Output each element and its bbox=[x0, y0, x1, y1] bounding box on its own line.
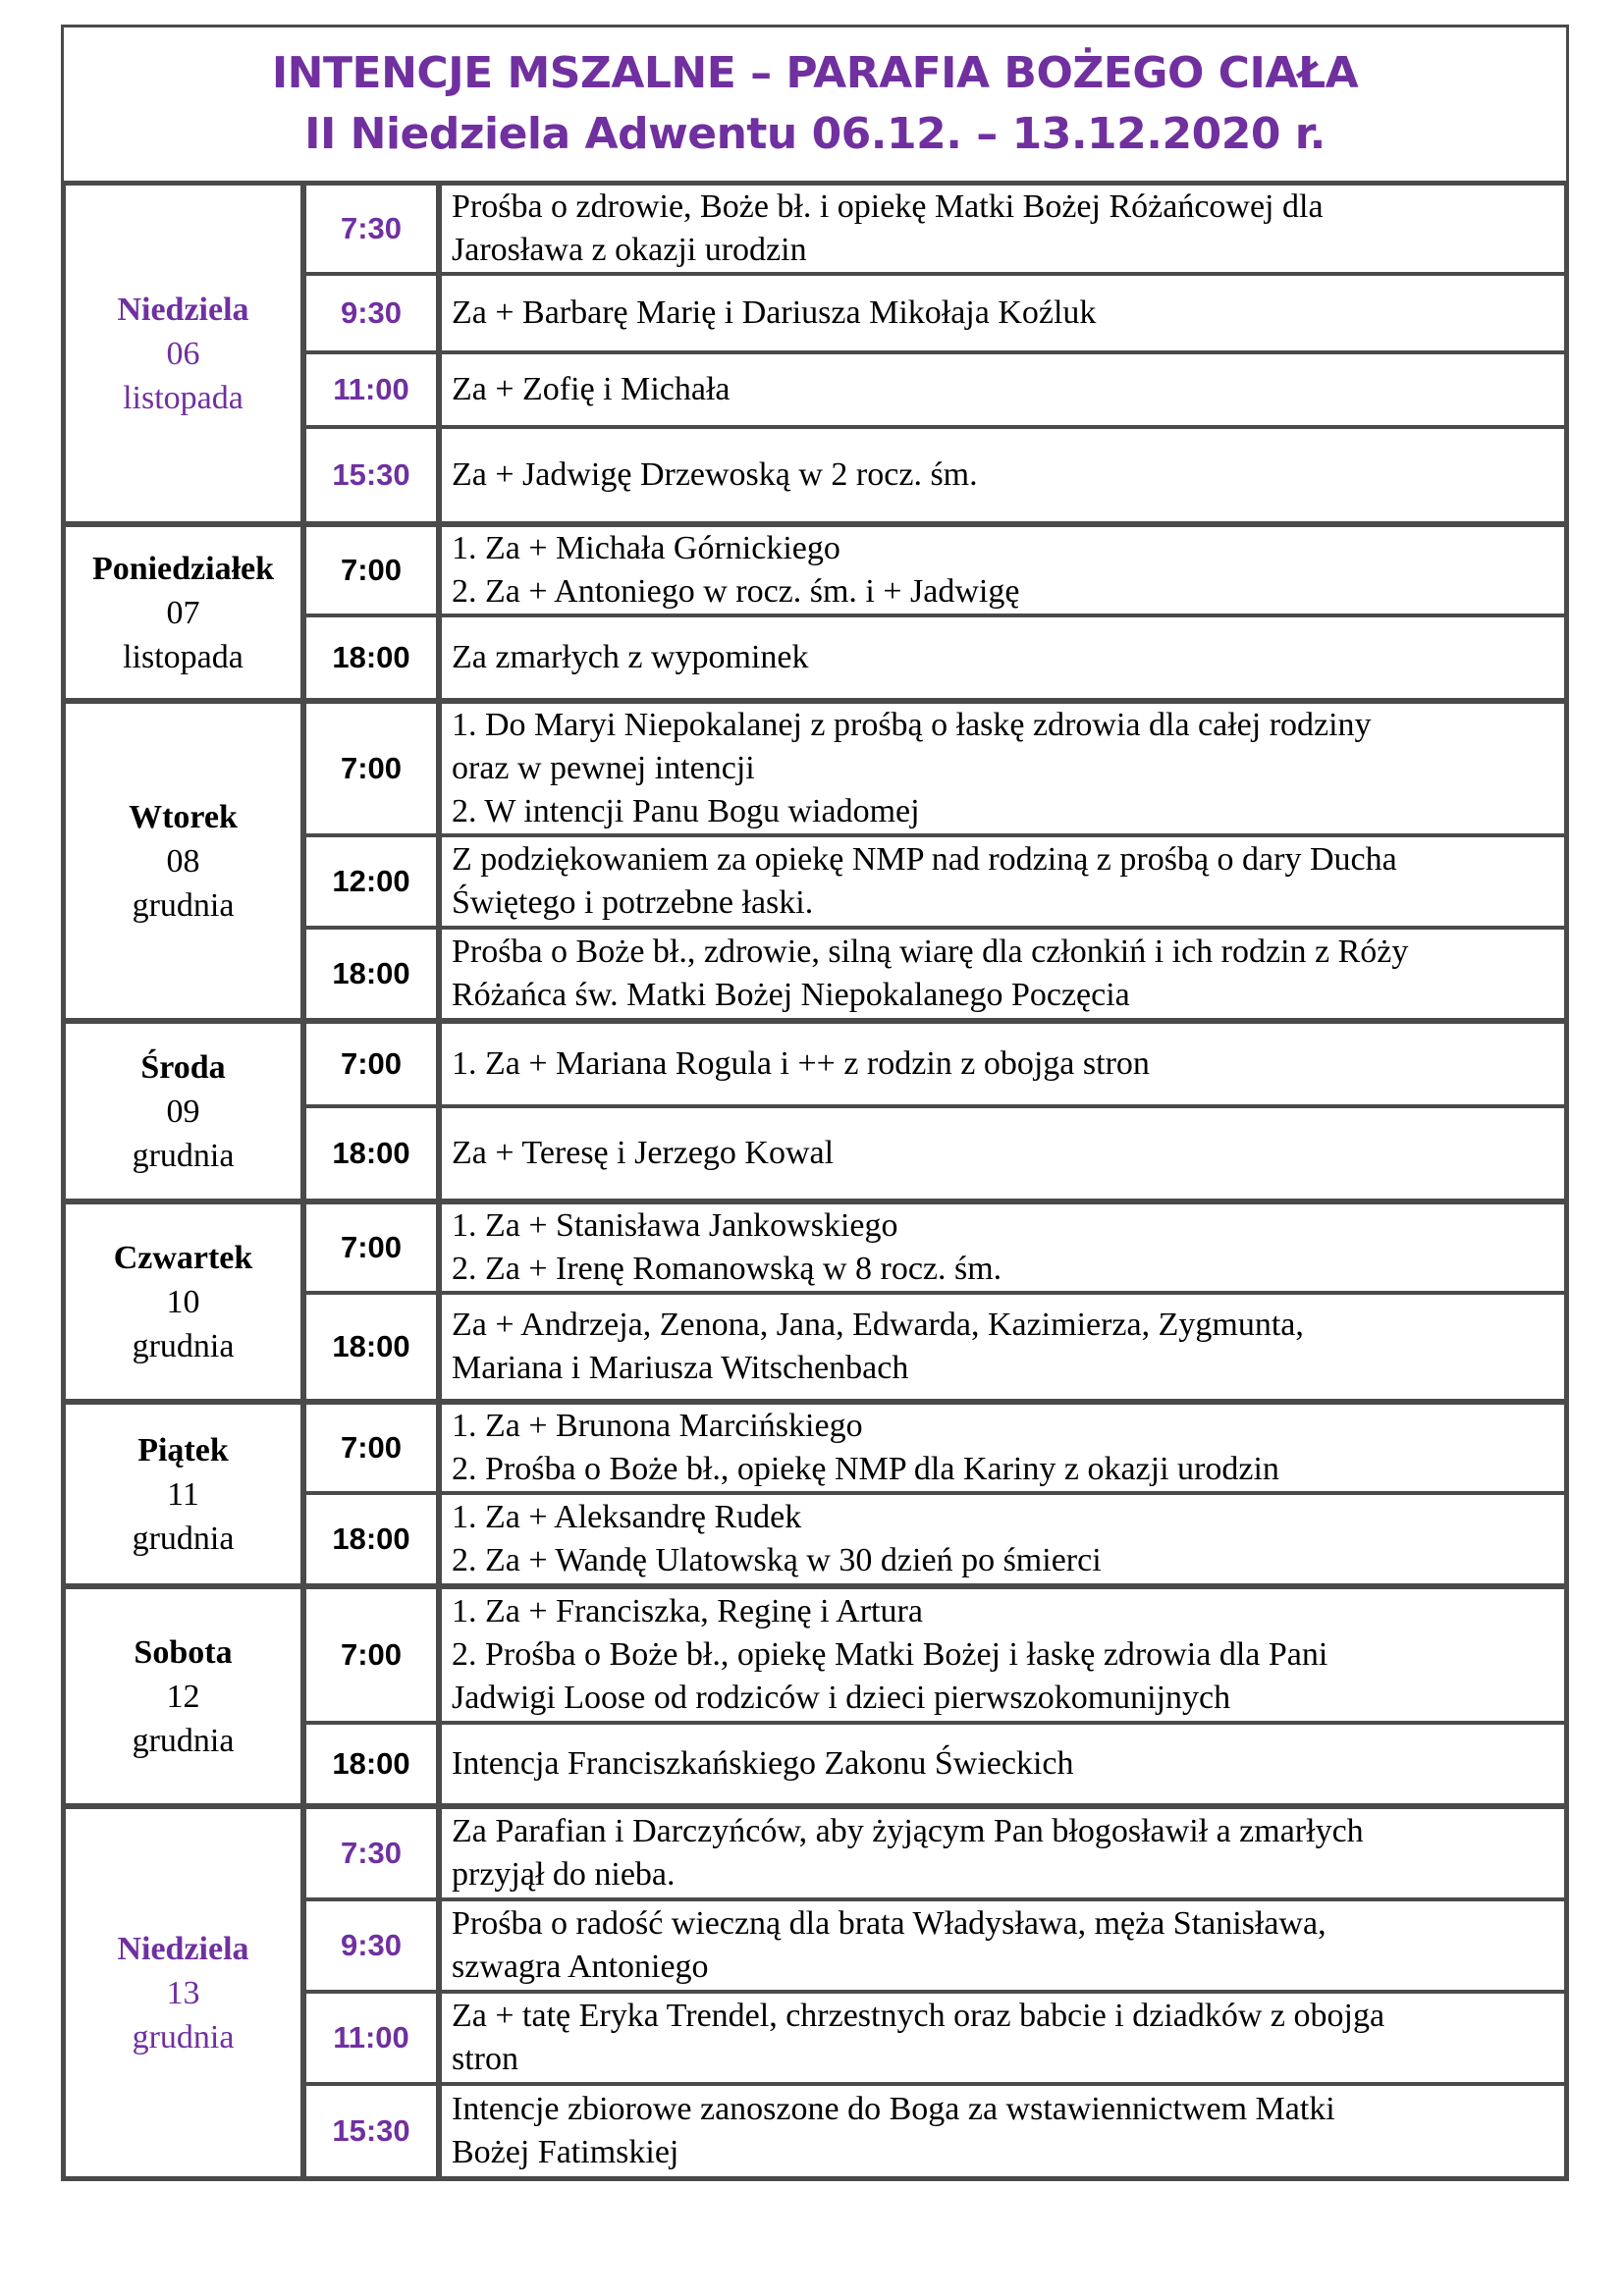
mass-time: 7:00 bbox=[304, 1201, 440, 1293]
mass-time: 11:00 bbox=[304, 352, 440, 427]
day-name: Piątek bbox=[137, 1431, 229, 1468]
mass-time: 18:00 bbox=[304, 928, 440, 1020]
intention-text bbox=[440, 700, 1566, 835]
day-number: 10 bbox=[166, 1283, 200, 1320]
intention-line: Za + Zofię i Michała bbox=[452, 371, 731, 407]
day-number: 07 bbox=[166, 594, 200, 631]
day-name: Niedziela bbox=[117, 291, 249, 328]
intention-row bbox=[64, 1020, 1566, 1106]
intention-text bbox=[440, 427, 1566, 523]
intention-row bbox=[64, 1401, 1566, 1493]
intention-text bbox=[440, 1293, 1566, 1401]
day-name: Niedziela bbox=[117, 1930, 249, 1967]
intention-line: Prośba o Boże bł., zdrowie, silną wiarę dla członkiń i ich rodzin z Róży bbox=[452, 934, 1409, 970]
day-month: grudnia bbox=[132, 1327, 235, 1364]
intention-text bbox=[440, 1805, 1566, 1899]
intention-text bbox=[440, 352, 1566, 427]
intention-line: 1. Do Maryi Niepokalanej z prośbą o łaskę zdrowia dla całej rodziny bbox=[452, 707, 1372, 743]
intention-line: Jarosława z okazji urodzin bbox=[452, 232, 807, 268]
intention-line: 1. Za + Brunona Marcińskiego bbox=[452, 1408, 863, 1444]
intention-text bbox=[440, 523, 1566, 615]
day-name: Wtorek bbox=[129, 798, 238, 835]
intention-line: szwagra Antoniego bbox=[452, 1949, 709, 1985]
mass-time: 7:00 bbox=[304, 1020, 440, 1106]
intention-line: 2. Prośba o Boże bł., opiekę Matki Bożej i łaskę zdrowia dla Pani bbox=[452, 1636, 1328, 1673]
mass-time: 7:00 bbox=[304, 1585, 440, 1723]
intention-line: przyjął do nieba. bbox=[452, 1856, 676, 1893]
mass-time: 7:30 bbox=[304, 184, 440, 274]
mass-time: 18:00 bbox=[304, 1723, 440, 1805]
mass-time: 15:30 bbox=[304, 2084, 440, 2178]
intention-line: 2. Za + Antoniego w rocz. śm. i + Jadwigę bbox=[452, 573, 1020, 610]
mass-time: 12:00 bbox=[304, 835, 440, 928]
day-cell bbox=[64, 1020, 304, 1201]
mass-time: 9:30 bbox=[304, 1899, 440, 1992]
intention-line: 1. Za + Mariana Rogula i ++ z rodzin z obojga stron bbox=[452, 1045, 1150, 1082]
intention-line: Za + Teresę i Jerzego Kowal bbox=[452, 1135, 835, 1171]
day-month: grudnia bbox=[132, 1722, 235, 1759]
day-number: 11 bbox=[167, 1475, 199, 1513]
day-month: listopada bbox=[123, 638, 244, 675]
day-month: grudnia bbox=[132, 2018, 235, 2056]
intention-text bbox=[440, 615, 1566, 700]
intention-text bbox=[440, 1401, 1566, 1493]
intention-line: Bożej Fatimskiej bbox=[452, 2134, 679, 2170]
intention-line: Mariana i Mariusza Witschenbach bbox=[452, 1350, 909, 1386]
intention-line: 2. Prośba o Boże bł., opiekę NMP dla Kariny z okazji urodzin bbox=[452, 1451, 1279, 1487]
day-name: Poniedziałek bbox=[91, 550, 275, 587]
intention-text bbox=[440, 1106, 1566, 1201]
day-name: Sobota bbox=[134, 1633, 233, 1671]
day-cell bbox=[64, 1585, 304, 1805]
mass-time: 18:00 bbox=[304, 615, 440, 700]
day-cell bbox=[64, 700, 304, 1020]
intention-line: Za + Barbarę Marię i Dariusza Mikołaja Koźluk bbox=[452, 294, 1097, 331]
intention-text bbox=[440, 1201, 1566, 1293]
intentions-frame bbox=[61, 25, 1569, 2181]
intention-line: Prośba o radość wieczną dla brata Władysława, męża Stanisława, bbox=[452, 1905, 1326, 1942]
day-cell bbox=[64, 1805, 304, 2178]
title-line-2: II Niedziela Adwentu 06.12. – 13.12.2020 r. bbox=[304, 109, 1326, 159]
intention-line: 2. Za + Irenę Romanowską w 8 rocz. śm. bbox=[452, 1251, 1002, 1287]
intention-text bbox=[440, 184, 1566, 274]
day-month: grudnia bbox=[132, 1137, 235, 1174]
day-cell bbox=[64, 523, 304, 700]
day-month: listopada bbox=[123, 379, 244, 416]
intention-row bbox=[64, 1201, 1566, 1293]
day-number: 12 bbox=[166, 1678, 200, 1715]
day-number: 06 bbox=[166, 335, 200, 372]
day-number: 08 bbox=[166, 842, 200, 880]
intention-row bbox=[64, 1585, 1566, 1723]
intention-line: Intencje zbiorowe zanoszone do Boga za wstawiennictwem Matki bbox=[452, 2091, 1335, 2127]
day-cell bbox=[64, 184, 304, 523]
intention-text bbox=[440, 1585, 1566, 1723]
intention-text bbox=[440, 928, 1566, 1020]
mass-time: 7:00 bbox=[304, 523, 440, 615]
mass-time: 7:00 bbox=[304, 700, 440, 835]
day-month: grudnia bbox=[132, 886, 235, 924]
mass-time: 18:00 bbox=[304, 1493, 440, 1585]
intention-row bbox=[64, 184, 1566, 274]
intention-line: Prośba o zdrowie, Boże bł. i opiekę Matki Bożej Różańcowej dla bbox=[452, 188, 1324, 225]
intention-line: 2. W intencji Panu Bogu wiadomej bbox=[452, 793, 920, 829]
intention-row bbox=[64, 523, 1566, 615]
mass-time: 7:00 bbox=[304, 1401, 440, 1493]
intention-row bbox=[64, 1805, 1566, 1899]
intention-text bbox=[440, 1493, 1566, 1585]
intention-text bbox=[440, 1899, 1566, 1992]
intention-line: 1. Za + Aleksandrę Rudek bbox=[452, 1499, 802, 1535]
intention-line: Z podziękowaniem za opiekę NMP nad rodziną z prośbą o dary Ducha bbox=[452, 841, 1397, 878]
intention-line: 1. Za + Franciszka, Reginę i Artura bbox=[452, 1593, 923, 1629]
intention-line: Za + Jadwigę Drzewoską w 2 rocz. śm. bbox=[452, 456, 978, 493]
day-month: grudnia bbox=[132, 1520, 235, 1557]
day-number: 13 bbox=[166, 1974, 200, 2011]
day-cell bbox=[64, 1401, 304, 1585]
intention-text bbox=[440, 1020, 1566, 1106]
intention-line: Intencja Franciszkańskiego Zakonu Świeckich bbox=[452, 1745, 1074, 1782]
mass-time: 11:00 bbox=[304, 1992, 440, 2084]
intention-row bbox=[64, 700, 1566, 835]
day-cell bbox=[64, 1201, 304, 1401]
title-line-1: INTENCJE MSZALNE – PARAFIA BOŻEGO CIAŁA bbox=[271, 48, 1359, 98]
intention-line: 2. Za + Wandę Ulatowską w 30 dzień po śmierci bbox=[452, 1542, 1102, 1578]
mass-time: 15:30 bbox=[304, 427, 440, 523]
mass-time: 7:30 bbox=[304, 1805, 440, 1899]
day-name: Czwartek bbox=[113, 1239, 253, 1276]
mass-time: 9:30 bbox=[304, 274, 440, 352]
intention-text bbox=[440, 274, 1566, 352]
intention-line: 1. Za + Michała Górnickiego bbox=[452, 530, 840, 566]
intention-line: Za + tatę Eryka Trendel, chrzestnych oraz babcie i dziadków z obojga bbox=[452, 1998, 1385, 2034]
intention-line: stron bbox=[452, 2041, 518, 2077]
page-title bbox=[64, 27, 1566, 184]
intention-line: Za zmarłych z wypominek bbox=[452, 639, 809, 675]
intention-text bbox=[440, 835, 1566, 928]
intentions-table-body bbox=[64, 184, 1566, 2178]
intention-line: Świętego i potrzebne łaski. bbox=[452, 884, 814, 921]
intention-line: Za + Andrzeja, Zenona, Jana, Edwarda, Kazimierza, Zygmunta, bbox=[452, 1307, 1304, 1343]
intention-line: Różańca św. Matki Bożej Niepokalanego Poczęcia bbox=[452, 977, 1130, 1013]
intention-line: 1. Za + Stanisława Jankowskiego bbox=[452, 1207, 898, 1244]
mass-time: 18:00 bbox=[304, 1293, 440, 1401]
intention-text bbox=[440, 1992, 1566, 2084]
intention-text bbox=[440, 1723, 1566, 1805]
intentions-table bbox=[64, 184, 1566, 2178]
intention-text bbox=[440, 2084, 1566, 2178]
intention-line: Jadwigi Loose od rodziców i dzieci pierwszokomunijnych bbox=[452, 1680, 1231, 1716]
day-number: 09 bbox=[166, 1093, 200, 1130]
intention-line: oraz w pewnej intencji bbox=[452, 750, 755, 786]
intention-line: Za Parafian i Darczyńców, aby żyjącym Pan błogosławił a zmarłych bbox=[452, 1813, 1364, 1849]
day-name: Środa bbox=[140, 1048, 226, 1086]
mass-time: 18:00 bbox=[304, 1106, 440, 1201]
